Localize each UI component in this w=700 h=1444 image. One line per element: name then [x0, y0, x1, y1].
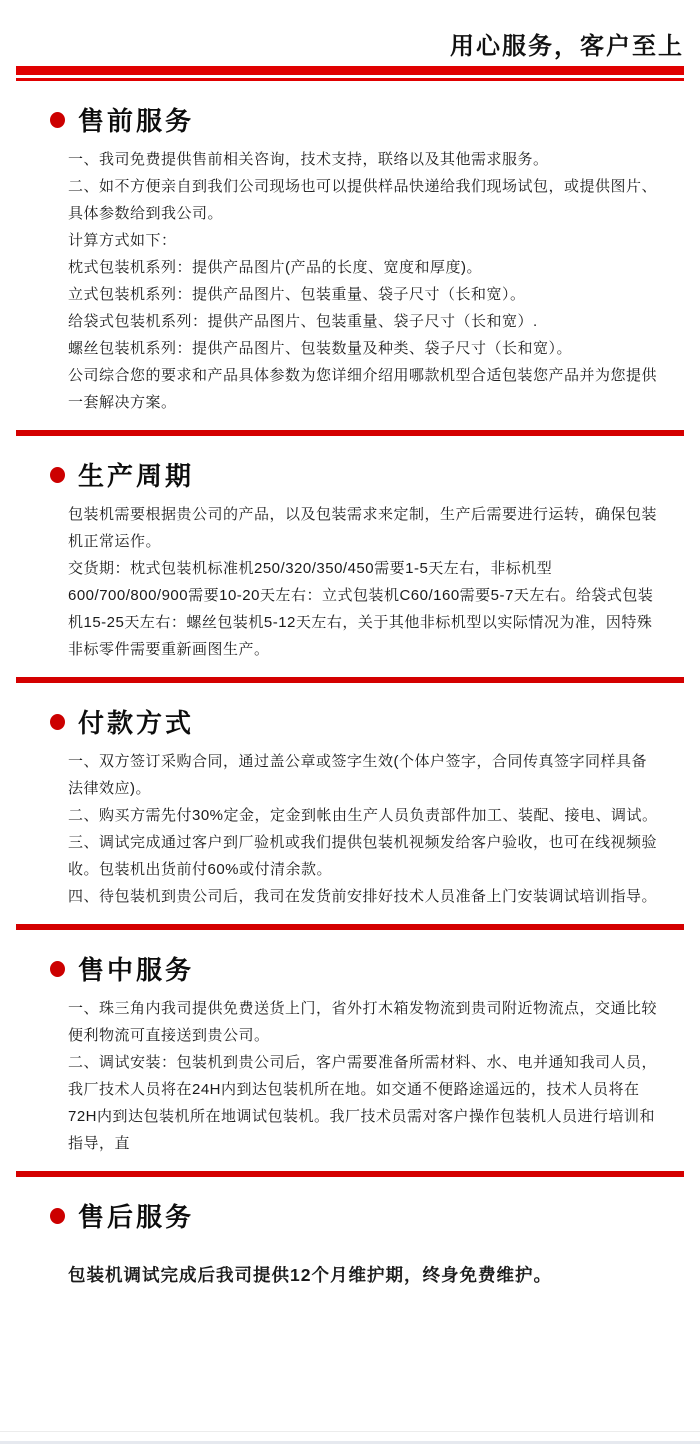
section-divider — [16, 677, 684, 683]
paragraph: 二、如不方便亲自到我们公司现场也可以提供样品快递给我们现场试包，或提供图片、具体参数给到我公司。 — [68, 178, 658, 222]
red-dot-bullet-icon — [50, 1208, 65, 1224]
section-body — [68, 995, 660, 1157]
paragraph: 二、购买方需先付30%定金，定金到帐由生产人员负责部件加工、装配、接电、调试。 — [68, 807, 658, 824]
section-body — [68, 146, 660, 416]
section-title: 售后服务 — [78, 1202, 195, 1232]
paragraph: 立式包装机系列：提供产品图片、包装重量、袋子尺寸（长和宽）。 — [68, 286, 526, 303]
paragraph: 二、调试安装：包装机到贵公司后，客户需要准备所需材料、水、电并通知我司人员，我厂技术人员将在24H内到达包装机所在地。如交通不便路途遥远的，技术人员将在72H内到达包装机所在地调试包装机。我厂技术员需对客户操作包装机人员进行培训和指导，直 — [68, 1054, 658, 1152]
bottom-faint-line — [0, 1431, 700, 1432]
section-header — [50, 950, 700, 987]
paragraph: 包装机调试完成后我司提供12个月维护期，终身免费维护。 — [68, 1265, 552, 1285]
section-title: 生产周期 — [78, 461, 195, 491]
section-body — [68, 1262, 660, 1289]
section-header — [50, 1197, 700, 1234]
paragraph: 包装机需要根据贵公司的产品，以及包装需求来定制，生产后需要进行运转，确保包装机正常运作。 — [68, 506, 658, 550]
section-presale — [0, 101, 700, 416]
paragraph: 枕式包装机系列：提供产品图片(产品的长度、宽度和厚度)。 — [68, 259, 482, 276]
section-production-cycle — [0, 456, 700, 663]
section-header — [50, 101, 700, 138]
section-divider — [16, 430, 684, 436]
top-accent-bar — [16, 66, 684, 75]
red-dot-bullet-icon — [50, 714, 65, 730]
section-header — [50, 456, 700, 493]
paragraph: 三、调试完成通过客户到厂验机或我们提供包装机视频发给客户验收，也可在线视频验收。包装机出货前付60%或付清余款。 — [68, 834, 658, 878]
red-dot-bullet-icon — [50, 961, 65, 977]
section-title: 售前服务 — [78, 106, 195, 136]
paragraph: 计算方式如下： — [68, 232, 177, 249]
paragraph: 四、待包装机到贵公司后，我司在发货前安排好技术人员准备上门安装调试培训指导。 — [68, 888, 658, 905]
section-body — [68, 501, 660, 663]
section-payment — [0, 703, 700, 910]
section-title: 售中服务 — [78, 955, 195, 985]
red-dot-bullet-icon — [50, 112, 65, 128]
paragraph: 一、我司免费提供售前相关咨询，技术支持，联络以及其他需求服务。 — [68, 151, 549, 168]
section-body — [68, 748, 660, 910]
paragraph: 一、双方签订采购合同，通过盖公章或签字生效(个体户签字，合同传真签字同样具备法律效应)。 — [68, 753, 647, 797]
section-divider — [16, 1171, 684, 1177]
section-header — [50, 703, 700, 740]
paragraph: 公司综合您的要求和产品具体参数为您详细介绍用哪款机型合适包装您产品并为您提供一套解决方案。 — [68, 367, 658, 411]
page-slogan: 用心服务，客户至上 — [450, 33, 684, 60]
section-midsale — [0, 950, 700, 1157]
section-divider — [16, 924, 684, 930]
section-aftersale — [0, 1197, 700, 1289]
red-dot-bullet-icon — [50, 467, 65, 483]
paragraph: 交货期：枕式包装机标准机250/320/350/450需要1-5天左右，非标机型600/700/800/900需要10-20天左右：立式包装机C60/160需要5-7天左右。给袋式包装机15-25天左右：螺丝包装机5-12天左右，关于其他非标机型以实际情况为准，因特殊非标零件需要重新画图生产。 — [68, 560, 654, 658]
paragraph: 螺丝包装机系列：提供产品图片、包装数量及种类、袋子尺寸（长和宽）。 — [68, 340, 573, 357]
paragraph: 一、珠三角内我司提供免费送货上门，省外打木箱发物流到贵司附近物流点，交通比较便利物流可直接送到贵公司。 — [68, 1000, 658, 1044]
top-accent-line — [16, 78, 684, 81]
section-title: 付款方式 — [78, 708, 195, 738]
paragraph: 给袋式包装机系列：提供产品图片、包装重量、袋子尺寸（长和宽）. — [68, 313, 538, 330]
